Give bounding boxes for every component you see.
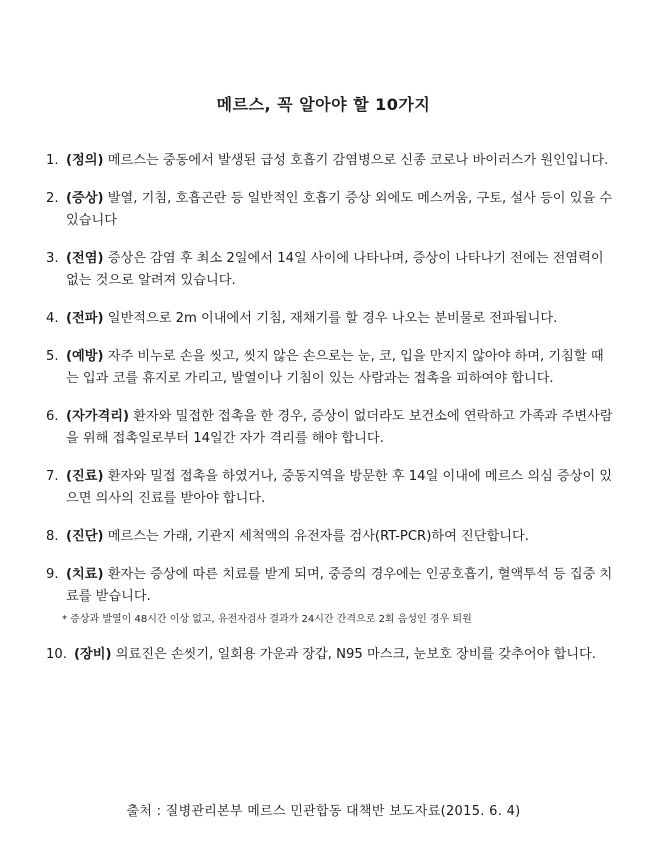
item-number: 9.	[46, 567, 59, 582]
list-item-prevention	[46, 346, 614, 390]
list-item-self-quarantine	[46, 406, 614, 450]
item-number: 2.	[46, 191, 59, 206]
page-title: 메르스, 꼭 알아야 할 10가지	[216, 95, 431, 114]
item-tag: (치료)	[66, 567, 104, 582]
list-item-symptoms	[46, 188, 614, 232]
item-number: 7.	[46, 469, 59, 484]
item-text: 증상은 감염 후 최소 2일에서 14일 사이에 나타나며, 증상이 나타나기 전에는 전염력이 없는 것으로 알려져 있습니다.	[66, 251, 604, 288]
item-number: 3.	[46, 251, 59, 266]
item-tag: (장비)	[74, 647, 112, 662]
source-footer: 출처 : 질병관리본부 메르스 민관합동 대책반 보도자료(2015. 6. 4)	[126, 804, 521, 819]
item-number: 6.	[46, 409, 59, 424]
item-number: 10.	[46, 647, 67, 662]
item-number: 4.	[46, 311, 59, 326]
item-text: 자주 비누로 손을 씻고, 씻지 않은 손으로는 눈, 코, 입을 만지지 않아야 하며, 기침할 때는 입과 코를 휴지로 가리고, 발열이나 기침이 있는 사람과는 접촉을 피하여야 합니다.	[66, 349, 604, 386]
item-text: 환자와 밀접 접촉을 하였거나, 중동지역을 방문한 후 14일 이내에 메르스 의심 증상이 있으면 의사의 진료를 받아야 합니다.	[66, 469, 613, 506]
item-tag: (증상)	[66, 191, 104, 206]
item-text: 메르스는 가래, 기관지 세척액의 유전자를 검사(RT-PCR)하여 진단합니다.	[103, 529, 529, 544]
discharge-footnote: * 증상과 발열이 48시간 이상 없고, 유전자검사 결과가 24시간 간격으로 2회 음성인 경우 퇴원	[62, 614, 472, 625]
item-text: 발열, 기침, 호흡곤란 등 일반적인 호흡기 증상 외에도 메스꺼움, 구토, 설사 등이 있을 수 있습니다	[66, 191, 613, 228]
item-tag: (자가격리)	[66, 409, 130, 424]
list-item-treatment	[46, 564, 614, 628]
item-text: 환자는 증상에 따른 치료를 받게 되며, 중증의 경우에는 인공호흡기, 혈액투석 등 집중 치료를 받습니다.	[66, 567, 613, 604]
list-item-contagion	[46, 248, 614, 292]
item-tag: (진료)	[66, 469, 104, 484]
item-number: 8.	[46, 529, 59, 544]
facts-list	[46, 150, 614, 682]
item-tag: (전염)	[66, 251, 104, 266]
item-number: 1.	[46, 153, 59, 168]
item-tag: (진단)	[66, 529, 104, 544]
item-tag: (예방)	[66, 349, 104, 364]
item-tag: (정의)	[66, 153, 104, 168]
list-item-equipment	[46, 644, 614, 666]
item-text: 의료진은 손씻기, 일회용 가운과 장갑, N95 마스크, 눈보호 장비를 갖추어야 합니다.	[111, 647, 596, 662]
item-tag: (전파)	[66, 311, 104, 326]
item-text: 일반적으로 2m 이내에서 기침, 재채기를 할 경우 나오는 분비물로 전파됩니다.	[103, 311, 558, 326]
item-text: 메르스는 중동에서 발생된 급성 호흡기 감염병으로 신종 코로나 바이러스가 원인입니다.	[103, 153, 609, 168]
list-item-definition	[46, 150, 614, 172]
list-item-diagnosis	[46, 526, 614, 548]
item-number: 5.	[46, 349, 59, 364]
item-text: 환자와 밀접한 접촉을 한 경우, 증상이 없더라도 보건소에 연락하고 가족과 주변사람을 위해 접촉일로부터 14일간 자가 격리를 해야 합니다.	[66, 409, 613, 446]
list-item-medical-care	[46, 466, 614, 510]
list-item-transmission	[46, 308, 614, 330]
